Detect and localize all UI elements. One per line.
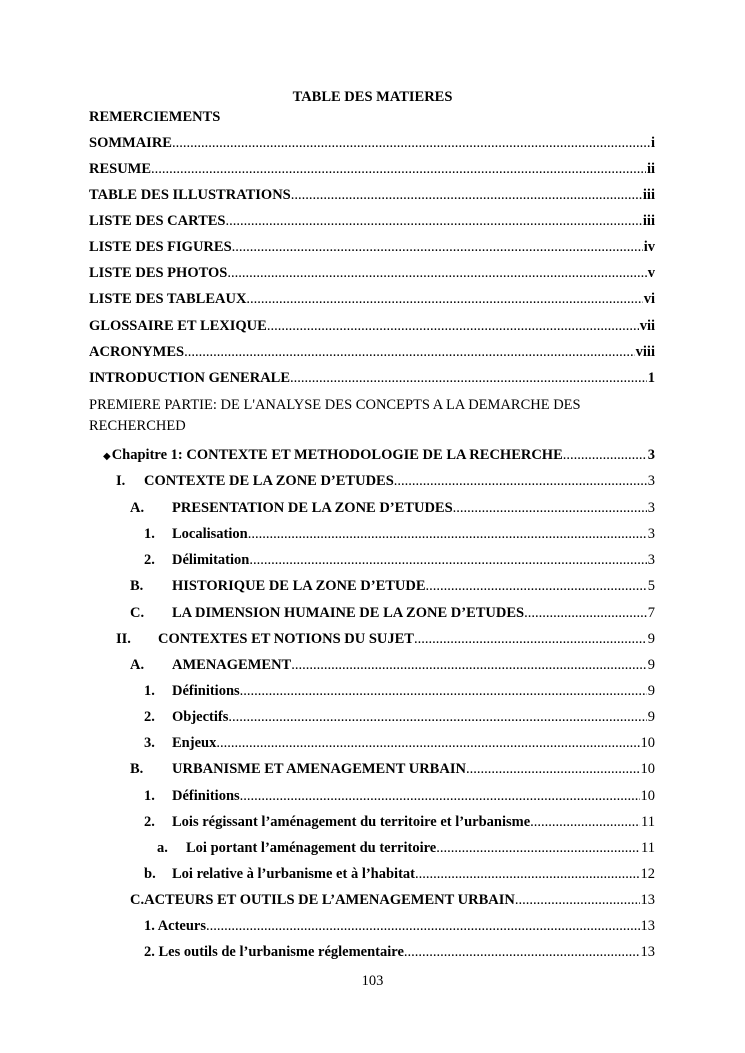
toc-page-number: 13 (640, 918, 655, 934)
dot-leader (240, 788, 640, 805)
toc-marker: A. (130, 657, 145, 673)
toc-entry-resume (89, 161, 655, 178)
dot-leader (249, 552, 646, 569)
dot-leader (151, 161, 646, 178)
dot-leader (206, 918, 639, 935)
toc-entry-label: Localisation (172, 526, 248, 542)
toc-page-number: 10 (640, 761, 655, 777)
toc-entry-label: 1. Acteurs (144, 918, 207, 934)
toc-entry-liste-des-cartes (89, 213, 655, 230)
toc-page-number: 13 (640, 944, 655, 960)
dot-leader (246, 291, 642, 308)
toc-page-number: 7 (647, 605, 655, 621)
toc-entry-definitions-urbanisme (144, 788, 655, 805)
toc-entry-enjeux (144, 735, 655, 752)
toc-entry-label: GLOSSAIRE ET LEXIQUE (89, 318, 267, 334)
dot-leader (414, 631, 647, 648)
toc-entry-delimitation (144, 552, 655, 569)
toc-entry-chapter-1 (103, 447, 655, 464)
dot-leader (240, 683, 647, 700)
toc-entry-label: Loi relative à l’urbanisme et à l’habitat (172, 866, 415, 882)
toc-entry-label: Loi portant l’aménagement du territoire (186, 840, 437, 856)
toc-marker: 3. (144, 735, 155, 751)
toc-entry-section-i (116, 473, 655, 490)
toc-entry-outils (144, 944, 655, 961)
toc-entry-definitions (144, 683, 655, 700)
toc-marker: A. (130, 500, 145, 516)
toc-page-number: 3 (647, 447, 655, 463)
toc-entry-label: INTRODUCTION GENERALE (89, 370, 291, 386)
toc-page-number: 9 (647, 657, 655, 673)
toc-entry-sommaire (89, 135, 655, 152)
toc-page-number: 10 (640, 735, 655, 751)
diamond-icon: ◆ (103, 451, 111, 462)
toc-page-number: 1 (647, 370, 655, 386)
toc-page-number: iii (642, 187, 655, 203)
toc-entry-section-c-acteurs (130, 892, 655, 909)
toc-marker: 2. (144, 709, 155, 725)
toc-page-number: viii (635, 344, 655, 360)
toc-entry-label: Objectifs (172, 709, 229, 725)
toc-entry-label: HISTORIQUE DE LA ZONE D’ETUDE (172, 578, 426, 594)
toc-marker: B. (130, 578, 144, 594)
toc-marker: b. (144, 866, 156, 882)
toc-page-number: vii (639, 318, 655, 334)
toc-page-number: 9 (647, 683, 655, 699)
part-heading: PREMIERE PARTIE: DE L'ANALYSE DES CONCEPTS A LA DEMARCHE DES RECHERCHED (89, 397, 581, 434)
dot-leader (515, 892, 640, 909)
toc-marker: II. (116, 631, 131, 647)
toc-page-number: 3 (647, 526, 655, 542)
toc-page-number: 11 (641, 814, 655, 830)
toc-entry-section-a (130, 500, 655, 517)
toc-entry-label: Définitions (172, 788, 240, 804)
toc-page-number: 3 (647, 500, 655, 516)
toc-entry-label: LISTE DES FIGURES (89, 239, 232, 255)
toc-page-number: v (647, 265, 655, 281)
toc-entry-section-ii (116, 631, 655, 648)
dot-leader (436, 840, 640, 857)
toc-entry-label: URBANISME ET AMENAGEMENT URBAIN (172, 761, 466, 777)
toc-entry-label: AMENAGEMENT (172, 657, 292, 673)
toc-entry-label: LA DIMENSION HUMAINE DE LA ZONE D’ETUDES (172, 605, 525, 621)
dot-leader (291, 657, 647, 674)
toc-page-number: 5 (647, 578, 655, 594)
toc-entry-introduction (89, 370, 655, 387)
toc-page-number: i (650, 135, 655, 151)
toc-page-number: iv (643, 239, 655, 255)
dot-leader (227, 265, 646, 282)
toc-marker: 1. (144, 788, 155, 804)
page-title: TABLE DES MATIERES (292, 89, 453, 105)
toc-page-number: ii (646, 161, 655, 177)
dot-leader (426, 578, 647, 595)
toc-entry-label: LISTE DES PHOTOS (89, 265, 228, 281)
toc-entry-label: REMERCIEMENTS (89, 109, 221, 125)
toc-entry-section-a-amenagement (130, 657, 655, 674)
toc-entry-label: RESUME (89, 161, 152, 177)
dot-leader (415, 866, 640, 883)
toc-page-number: 3 (647, 473, 655, 489)
toc-marker: 2. (144, 814, 155, 830)
toc-entry-label: TABLE DES ILLUSTRATIONS (89, 187, 291, 203)
toc-marker: 1. (144, 683, 155, 699)
toc-marker: a. (157, 840, 168, 856)
toc-entry-acteurs (144, 918, 655, 935)
toc-marker: 1. (144, 526, 155, 542)
toc-entry-liste-des-photos (89, 265, 655, 282)
toc-entry-label: Définitions (172, 683, 240, 699)
toc-entry-acronymes (89, 344, 655, 361)
dot-leader (394, 473, 647, 490)
dot-leader (530, 814, 640, 831)
dot-leader (248, 526, 647, 543)
dot-leader (404, 944, 640, 961)
toc-entry-section-b-historique (130, 578, 655, 595)
dot-leader (291, 187, 642, 204)
toc-page-number: 11 (641, 840, 655, 856)
dot-leader (290, 370, 647, 387)
dot-leader (563, 447, 647, 464)
dot-leader (524, 605, 647, 622)
toc-entry-remerciements (89, 109, 655, 126)
toc-entry-lois (144, 814, 655, 831)
toc-marker: B. (130, 761, 144, 777)
toc-entry-objectifs (144, 709, 655, 726)
toc-entry-label: PRESENTATION DE LA ZONE D’ETUDES (172, 500, 453, 516)
dot-leader (453, 500, 647, 517)
dot-leader (184, 344, 635, 361)
dot-leader (466, 761, 640, 778)
dot-leader (232, 239, 643, 256)
toc-page-number: 9 (647, 709, 655, 725)
toc-entry-glossaire (89, 318, 655, 335)
dot-leader (172, 135, 650, 152)
toc-page-number: 12 (640, 866, 655, 882)
toc-entry-loi-amenagement (157, 840, 655, 857)
toc-entry-label: LISTE DES CARTES (89, 213, 226, 229)
toc-entry-label: LISTE DES TABLEAUX (89, 291, 247, 307)
toc-entry-label: Lois régissant l’aménagement du territoire et l’urbanisme (172, 814, 531, 830)
toc-entry-label: Délimitation (172, 552, 250, 568)
toc-entry-label: CONTEXTE DE LA ZONE D’ETUDES (144, 473, 394, 489)
toc-marker: 2. (144, 552, 155, 568)
toc-entry-section-b-urbanisme (130, 761, 655, 778)
toc-page-number: iii (642, 213, 655, 229)
toc-page-number: 3 (647, 552, 655, 568)
toc-entry-label: Chapitre 1: CONTEXTE ET METHODOLOGIE DE LA RECHERCHE (111, 447, 563, 463)
toc-entry-localisation (144, 526, 655, 543)
toc-entry-table-des-illustrations (89, 187, 655, 204)
page-number-footer: 103 (361, 973, 384, 989)
toc-page-number: vi (643, 291, 655, 307)
toc-marker: I. (116, 473, 126, 489)
toc-entry-loi-urbanisme (144, 866, 655, 883)
toc-entry-liste-des-figures (89, 239, 655, 256)
dot-leader (226, 213, 642, 230)
toc-entry-label: ACRONYMES (89, 344, 185, 360)
toc-marker: C. (130, 605, 145, 621)
toc-entry-label: CONTEXTES ET NOTIONS DU SUJET (158, 631, 414, 647)
toc-page-number: 9 (647, 631, 655, 647)
toc-page-number: 10 (640, 788, 655, 804)
toc-entry-label: C.ACTEURS ET OUTILS DE L’AMENAGEMENT URBAIN (130, 892, 515, 908)
toc-page-number: 13 (640, 892, 655, 908)
dot-leader (228, 709, 646, 726)
toc-entry-liste-des-tableaux (89, 291, 655, 308)
dot-leader (267, 318, 639, 335)
dot-leader (216, 735, 639, 752)
toc-entry-label: Enjeux (172, 735, 217, 751)
toc-entry-section-c-dimension (130, 605, 655, 622)
toc-entry-label: 2. Les outils de l’urbanisme réglementaire (144, 944, 404, 960)
toc-entry-label: SOMMAIRE (89, 135, 172, 151)
